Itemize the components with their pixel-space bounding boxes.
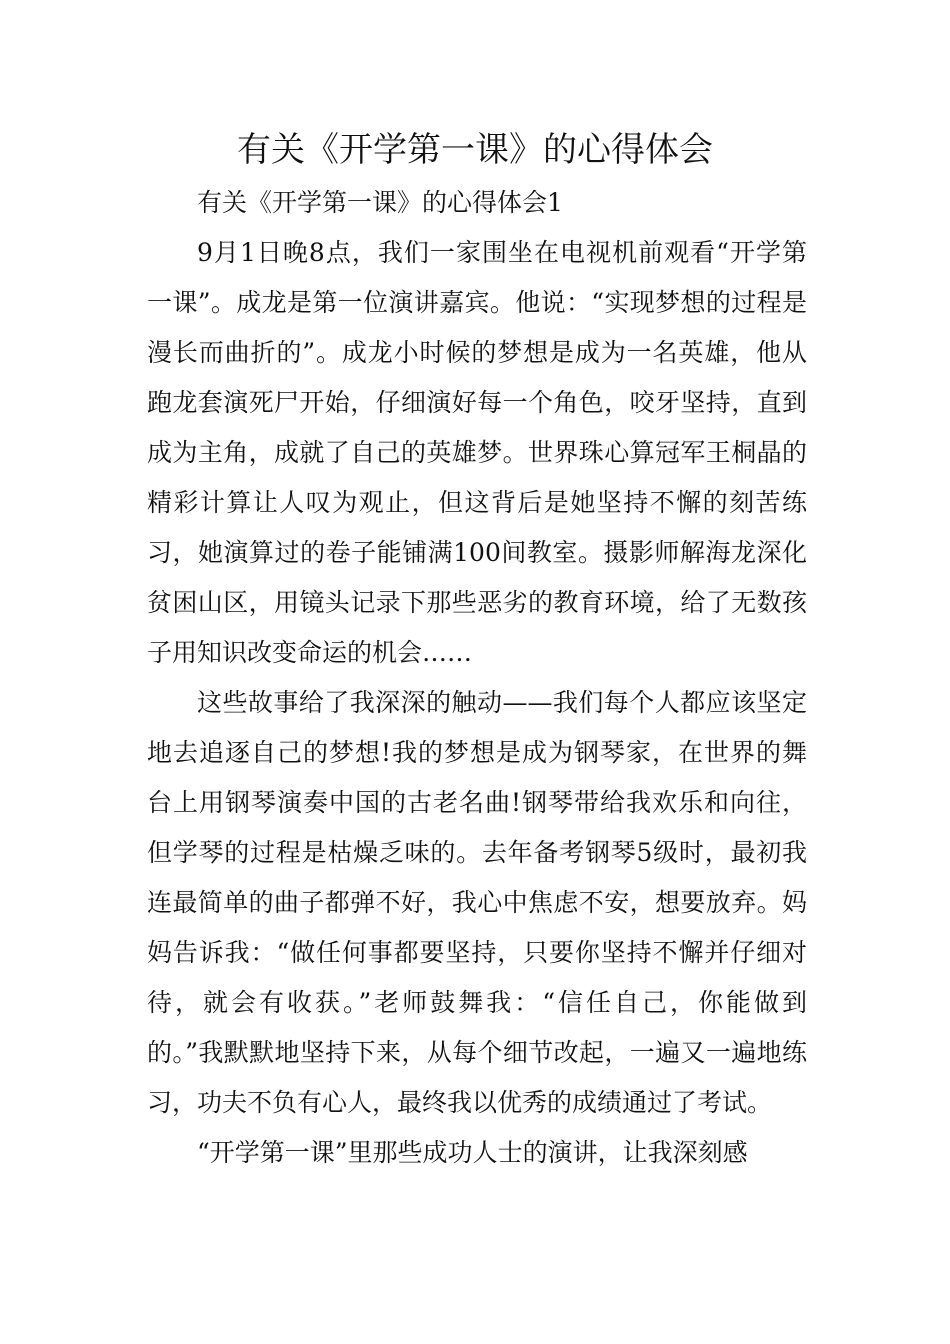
paragraph-3: “开学第一课”里那些成功人士的演讲，让我深刻感 — [197, 1138, 748, 1167]
paragraph-1: 9月1日晚8点，我们一家围坐在电视机前观看“开学第一课”。成龙是第一位演讲嘉宾。他说：“实现梦想的过程是漫长而曲折的”。成龙小时候的梦想是成为一名英雄，他从跑龙套演死尸开始，仔细演好每一个角色，咬牙坚持，直到成为主角，成就了自己的英雄梦。世界珠心算冠军王桐晶的精彩计算让人叹为观止，但这背后是她坚持不懈的刻苦练习，她演算过的卷子能铺满100间教室。摄影师解海龙深化贫困山区，用镜头记录下那些恶劣的教育环境，给了无数孩子用知识改变命运的机会…… — [147, 238, 807, 667]
paragraph-subtitle: 有关《开学第一课》的心得体会1 — [197, 188, 563, 217]
document-title: 有关《开学第一课》的心得体会 — [237, 130, 713, 170]
paragraph-2: 这些故事给了我深深的触动——我们每个人都应该坚定地去追逐自己的梦想!我的梦想是成为钢琴家，在世界的舞台上用钢琴演奏中国的古老名曲!钢琴带给我欢乐和向往，但学琴的过程是枯燥乏味的。去年备考钢琴5级时，最初我连最简单的曲子都弹不好，我心中焦虑不安，想要放弃。妈妈告诉我：“做任何事都要坚持，只要你坚持不懈并仔细对待，就会有收获。”老师鼓舞我：“信任自己，你能做到的。”我默默地坚持下来，从每个细节改起，一遍又一遍地练习，功夫不负有心人，最终我以优秀的成绩通过了考试。 — [147, 688, 807, 1117]
document-body — [147, 178, 807, 1178]
